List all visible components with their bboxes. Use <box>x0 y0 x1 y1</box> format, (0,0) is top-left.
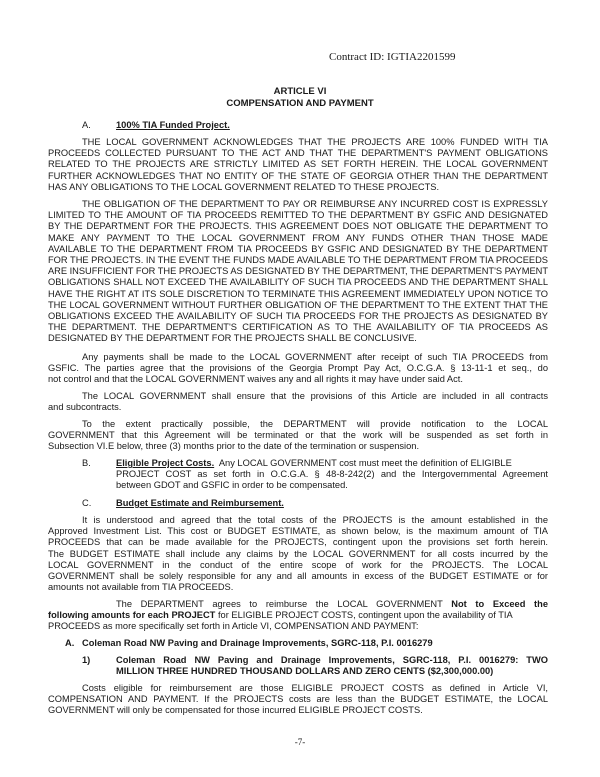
text-line: COMPENSATION AND PAYMENT. If the PROJECTS costs are less than the BUDGET ESTIMATE, the LOCAL <box>48 694 548 705</box>
text-line: GOVERNMENT shall be solely responsible for any and all amounts in excess of the BUDGET ESTIMATE or for <box>48 570 548 581</box>
paragraph-obligation <box>48 199 548 344</box>
page-number: -7- <box>294 737 306 747</box>
text-line: OBLIGATIONS EXCEED THE AVAILABILITY OF SUCH TIA PROCEEDS FOR THE PROJECTS AS DESIGNATED BY <box>48 310 548 321</box>
text-line: PROCEEDS that can be made available for the PROJECTS, contingent upon the provisions set forth herein. <box>48 537 548 548</box>
project-item-line: MILLION THREE HUNDRED THOUSAND DOLLARS AND ZERO CENTS ($2,300,000.00) <box>116 666 494 677</box>
section-a-letter: A. <box>82 120 91 130</box>
text-line: THE LOCAL GOVERNMENT ACKNOWLEDGES THAT THE PROJECTS ARE 100% FUNDED WITH TIA <box>82 137 548 147</box>
text-line: To the extent practically possible, the DEPARTMENT will provide notification to the LOCAL <box>82 419 548 429</box>
reimburse-line: following amounts for each PROJECT for ELIGIBLE PROJECT COSTS, contingent upon the availability of TIA <box>48 610 513 621</box>
text-line: THE DEPARTMENT. THE DEPARTMENT'S CERTIFICATION AS TO THE AVAILABILITY OF TIA PROCEEDS AS <box>48 322 548 333</box>
text-line: LIMITED TO THE AMOUNT OF TIA PROCEEDS REMITTED TO THE DEPARTMENT BY GSFIC AND DESIGNATED <box>48 210 548 221</box>
text-line: DESIGNATED BY THE DEPARTMENT FOR THE PROJECTS SHALL BE CONCLUSIVE. <box>48 333 417 344</box>
section-a-heading: 100% TIA Funded Project. <box>116 120 230 130</box>
text-line: Costs eligible for reimbursement are those ELIGIBLE PROJECT COSTS as defined in Article VI, <box>82 683 548 693</box>
text-line: The LOCAL GOVERNMENT shall ensure that the provisions of this Article are included in all contracts <box>82 391 548 401</box>
project-title: Coleman Road NW Paving and Drainage Improvements, SGRC-118, P.I. 0016279 <box>82 638 433 648</box>
project-item-number: 1) <box>82 655 91 665</box>
text-line: THE OBLIGATION OF THE DEPARTMENT TO PAY OR REIMBURSE ANY INCURRED COST IS EXPRESSLY <box>82 199 548 209</box>
reimburse-line: PROCEEDS as more specifically set forth in Article VI, COMPENSATION AND PAYMENT: <box>48 621 419 632</box>
paragraph-reimburse <box>48 599 548 633</box>
text-line: PROCEEDS COLLECTED PURSUANT TO THE ACT AND THAT THE DEPARTMENT'S PAYMENT OBLIGATIONS <box>48 148 548 159</box>
text-line: HAS ANY OBLIGATIONS TO THE LOCAL GOVERNMENT RELATED TO THESE PROJECTS. <box>48 181 440 192</box>
paragraph-notification <box>48 419 548 453</box>
paragraph-budget <box>48 515 548 593</box>
project-letter: A. <box>65 638 75 648</box>
project-item <box>116 655 548 677</box>
text-line: not control and that the LOCAL GOVERNMENT waives any and all rights it may have under said Act. <box>48 374 463 385</box>
text-line: It is understood and agreed that the total costs of the PROJECTS is the amount established in the <box>82 515 548 525</box>
section-b-line: PROJECT COST as set forth in O.C.G.A. § 48-8-242(2) and the Intergovernmental Agreement <box>116 469 548 480</box>
section-c-letter: C. <box>82 498 92 508</box>
text-line: OBLIGATIONS SHALL NOT EXCEED THE AVAILABILITY OF SUCH TIA PROCEEDS AND THE DEPARTMENT SHALL <box>48 277 548 288</box>
text-line: RELATED TO THE PROJECTS ARE STRICTLY LIMITED AS SET FORTH HEREIN. THE LOCAL GOVERNMENT <box>48 159 548 170</box>
section-b-line: between GDOT and GSFIC in order to be compensated. <box>116 480 348 491</box>
text-line: THE LOCAL GOVERNMENT WITHOUT FURTHER OBLIGATION OF THE DEPARTMENT TO THE EXTENT THAT THE <box>48 299 548 310</box>
article-title: COMPENSATION AND PAYMENT <box>226 98 374 109</box>
section-b-letter: B. <box>82 458 91 468</box>
paragraph-contracts <box>48 391 548 413</box>
paragraph-payments <box>48 352 548 386</box>
text-line: BY THE DEPARTMENT FOR THE PROJECTS. THIS AGREEMENT DOES NOT OBLIGATE THE DEPARTMENT TO <box>48 221 548 232</box>
text-line: MAKE ANY PAYMENT TO THE LOCAL GOVERNMENT FROM ANY FUNDS OTHER THAN THOSE MADE <box>48 232 548 243</box>
text-line: Approved Investment List. This cost or BUDGET ESTIMATE, as shown below, is the maximum amount of TIA <box>48 526 548 537</box>
section-b-heading: Eligible Project Costs. <box>116 458 215 468</box>
project-item-line: Coleman Road NW Paving and Drainage Improvements, SGRC-118, P.I. 0016279: TWO <box>116 655 548 665</box>
text-line: Any payments shall be made to the LOCAL GOVERNMENT after receipt of such TIA PROCEEDS from <box>82 352 548 362</box>
text-line: HAVE THE RIGHT AT ITS SOLE DISCRETION TO TERMINATE THIS AGREEMENT IMMEDIATELY UPON NOTICE TO <box>48 288 548 299</box>
text-line: Subsection VI.E below, three (3) months prior to the date of the termination or suspension. <box>48 441 420 452</box>
text-line: The BUDGET ESTIMATE shall include any claims by the LOCAL GOVERNMENT for all costs incurred by the <box>48 548 548 559</box>
section-b-body <box>116 458 548 492</box>
paragraph-eligible-costs <box>48 683 548 717</box>
text-line: GOVERNMENT will only be compensated for those incurred ELIGIBLE PROJECT COSTS. <box>48 705 423 716</box>
section-c-heading: Budget Estimate and Reimbursement. <box>116 498 284 508</box>
section-b-line: Eligible Project Costs. Any LOCAL GOVERNMENT cost must meet the definition of ELIGIBLE <box>116 458 512 468</box>
text-line: AVAILABLE TO THE DEPARTMENT FROM TIA PROCEEDS BY GSFIC AND DESIGNATED BY THE DEPARTMENT <box>48 243 548 254</box>
text-line: FOR THE PROJECTS. IN THE EVENT THE FUNDS MADE AVAILABLE TO THE DEPARTMENT FROM TIA PROCEEDS <box>48 254 548 265</box>
text-line: and subcontracts. <box>48 402 122 413</box>
article-number: ARTICLE VI <box>273 86 327 97</box>
text-line: amounts not available from TIA PROCEEDS. <box>48 582 234 593</box>
text-line: LOCAL GOVERNMENT in the conduct of the entire scope of work for the PROJECTS. The LOCAL <box>48 559 548 570</box>
text-line: FURTHER ACKNOWLEDGES THAT NO ENTITY OF THE STATE OF GEORGIA OTHER THAN THE DEPARTMENT <box>48 170 548 181</box>
paragraph-acknowledgement <box>48 137 548 193</box>
text-line: GSFIC. The parties agree that the provisions of the Georgia Prompt Pay Act, O.C.G.A. § 13-11-1 et seq., do <box>48 363 548 374</box>
text-line: ARE INSUFFICIENT FOR THE PROJECTS AS DESIGNATED BY THE DEPARTMENT, THE DEPARTMENT'S PAYMENT <box>48 266 548 277</box>
reimburse-line: The DEPARTMENT agrees to reimburse the LOCAL GOVERNMENT Not to Exceed the <box>116 599 548 609</box>
contract-id: Contract ID: IGTIA2201599 <box>329 51 456 63</box>
text-line: GOVERNMENT that this Agreement will be terminated or that the work will be suspended as set forth in <box>48 430 548 441</box>
